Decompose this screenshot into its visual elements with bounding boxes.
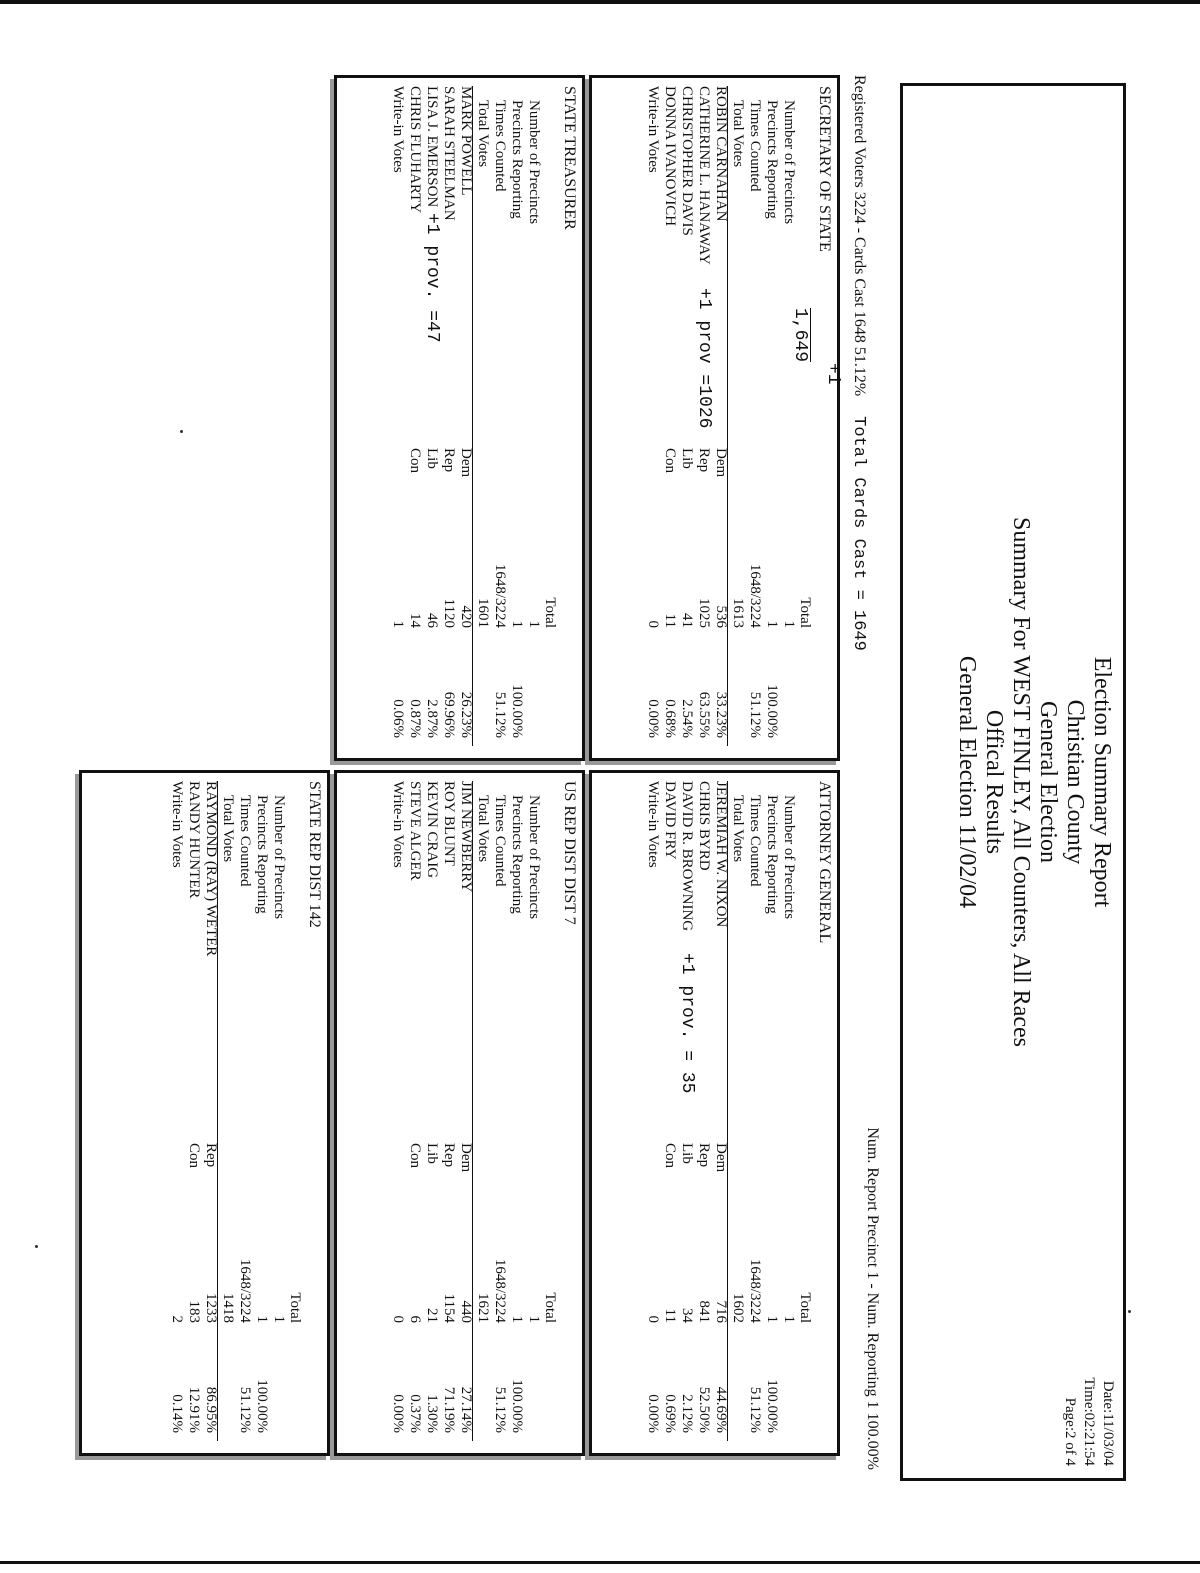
candidate-name: DONNA IVANOVICH — [662, 86, 678, 227]
stat-label: Times Counted — [492, 100, 508, 192]
candidate-votes: 11 — [662, 613, 678, 628]
stat-label: Total Votes — [475, 795, 491, 863]
candidate-party: Rep — [203, 1143, 219, 1168]
candidate-party: Con — [186, 1143, 202, 1169]
candidate-name: STEVE ALGER — [407, 781, 423, 881]
candidate-name: CHRIS BYRD — [696, 781, 712, 871]
stat-label: Times Counted — [492, 795, 508, 887]
candidate-percent: 2.87% — [424, 699, 440, 738]
handwritten-total-cards: Total Cards Cast = 1649 — [849, 416, 868, 651]
stat-percent: 51.12% — [492, 691, 508, 738]
total-column-header: Total — [287, 1292, 303, 1323]
candidate-name: MARK POWELL — [458, 86, 474, 196]
stat-value: 1 — [271, 1315, 287, 1323]
candidate-party: Dem — [713, 448, 729, 478]
stat-percent: 51.12% — [237, 1386, 253, 1433]
stat-label: Number of Precincts — [781, 795, 797, 920]
stat-value: 1 — [781, 620, 797, 628]
stat-value: 1602 — [730, 1293, 746, 1323]
candidate-name: Write-in Votes — [390, 86, 406, 173]
race-title: US REP DIST DIST 7 — [561, 781, 578, 925]
date-time-page-block — [1060, 1377, 1117, 1466]
candidate-party: Dem — [458, 1143, 474, 1173]
candidate-party: Con — [407, 448, 423, 474]
stat-label: Precincts Reporting — [509, 795, 525, 914]
scan-speck — [1128, 1310, 1131, 1313]
candidate-name: DAVID R. BROWNING — [679, 781, 695, 932]
candidate-percent: 0.14% — [169, 1394, 185, 1433]
race-box — [589, 75, 843, 761]
candidate-name: Write-in Votes — [645, 781, 661, 868]
title-line: Christian County — [1062, 699, 1088, 865]
candidate-percent: 0.00% — [645, 699, 661, 738]
title-line: Offical Results — [981, 709, 1007, 855]
race-title: SECRETARY OF STATE — [816, 86, 833, 252]
candidate-votes: 6 — [407, 1315, 423, 1323]
stat-label: Precincts Reporting — [254, 795, 270, 914]
candidate-percent: 26.23% — [458, 691, 474, 738]
candidate-percent: 71.19% — [441, 1386, 457, 1433]
candidate-name: JEREMIAH W. NIXON — [713, 781, 729, 928]
stat-label: Number of Precincts — [271, 795, 287, 920]
stat-label: Total Votes — [220, 795, 236, 863]
stat-label: Times Counted — [237, 795, 253, 887]
race-box — [334, 75, 585, 761]
candidate-percent: 33.23% — [713, 691, 729, 738]
race-title: STATE REP DIST 142 — [306, 781, 323, 928]
stat-label: Precincts Reporting — [764, 795, 780, 914]
candidate-party: Lib — [424, 448, 440, 469]
candidate-percent: 2.12% — [679, 1394, 695, 1433]
stat-value: 1 — [509, 620, 525, 628]
stat-label: Precincts Reporting — [764, 100, 780, 219]
candidate-percent: 0.69% — [662, 1394, 678, 1433]
stat-value: 1648/3224 — [747, 563, 763, 628]
candidate-party: Rep — [441, 1143, 457, 1168]
candidate-name: RAYMOND (RAY) WETER — [203, 781, 219, 957]
candidate-name: ROY BLUNT — [441, 781, 457, 866]
stat-percent: 100.00% — [764, 684, 780, 738]
candidate-votes: 841 — [696, 1300, 712, 1323]
candidate-votes: 536 — [713, 605, 729, 628]
stat-label: Number of Precincts — [781, 100, 797, 225]
candidate-percent: 63.55% — [696, 691, 712, 738]
candidate-votes: 1154 — [441, 1293, 457, 1323]
candidate-percent: 52.50% — [696, 1386, 712, 1433]
handwritten-plus-one: +1 — [823, 363, 843, 385]
stat-label: Precincts Reporting — [509, 100, 525, 219]
candidate-percent: 2.54% — [679, 699, 695, 738]
candidate-name: RANDY HUNTER — [186, 781, 202, 899]
candidate-votes: 1 — [390, 620, 406, 628]
title-line: General Election 11/02/04 — [954, 655, 980, 909]
candidate-percent: 12.91% — [186, 1386, 202, 1433]
candidate-votes: 46 — [424, 613, 440, 628]
report-date: Date:11/03/04 — [1100, 1380, 1116, 1466]
stat-percent: 51.12% — [747, 691, 763, 738]
candidate-name: CHRISTOPHER DAVIS — [679, 86, 695, 236]
candidate-votes: 14 — [407, 613, 423, 628]
candidate-party: Rep — [696, 448, 712, 473]
candidate-percent: 0.87% — [407, 699, 423, 738]
candidate-party: Lib — [679, 1143, 695, 1164]
stat-percent: 100.00% — [254, 1379, 270, 1433]
report-page: Page:2 of 4 — [1062, 1397, 1078, 1466]
candidate-party: Rep — [696, 1143, 712, 1168]
total-column-header: Total — [542, 1292, 558, 1323]
stat-value: 1601 — [475, 598, 491, 628]
candidate-votes: 440 — [458, 1300, 474, 1323]
candidate-votes: 11 — [662, 1308, 678, 1323]
race-box — [334, 770, 585, 1456]
candidate-name: Write-in Votes — [169, 781, 185, 868]
stat-value: 1 — [781, 1315, 797, 1323]
candidate-name: Write-in Votes — [390, 781, 406, 868]
candidate-name: KEVIN CRAIG — [424, 781, 440, 879]
candidate-votes: 716 — [713, 1300, 729, 1323]
title-line: General Election — [1035, 701, 1061, 863]
candidate-percent: 86.95% — [203, 1386, 219, 1433]
race-title: STATE TREASURER — [561, 86, 578, 230]
candidate-name: SARAH STEELMAN — [441, 86, 457, 221]
registered-voters-text: Registered Voters 3224 - Cards Cast 1648 51.12% — [851, 75, 868, 397]
candidate-party: Dem — [713, 1143, 729, 1173]
candidate-party: Con — [662, 1143, 678, 1169]
candidate-votes: 41 — [679, 613, 695, 628]
stat-value: 1 — [764, 1315, 780, 1323]
stat-label: Number of Precincts — [526, 795, 542, 920]
top-border-line — [0, 0, 1200, 4]
candidate-party: Con — [662, 448, 678, 474]
candidate-votes: 21 — [424, 1308, 440, 1323]
candidate-name: CHRIS FLUHARTY — [407, 86, 423, 214]
candidate-name: Write-in Votes — [645, 86, 661, 173]
total-column-header: Total — [542, 597, 558, 628]
stat-value: 1648/3224 — [747, 1258, 763, 1323]
candidate-percent: 0.37% — [407, 1394, 423, 1433]
stat-value: 1 — [254, 1315, 270, 1323]
stat-percent: 100.00% — [509, 1379, 525, 1433]
candidate-votes: 1025 — [696, 598, 712, 628]
candidate-name: CATHERINE L. HANAWAY — [696, 86, 712, 265]
handwritten-prov-note: +1 prov. =47 — [422, 213, 442, 343]
stat-value: 1418 — [220, 1293, 236, 1323]
candidate-percent: 27.14% — [458, 1386, 474, 1433]
stat-label: Total Votes — [730, 795, 746, 863]
candidate-percent: 0.68% — [662, 699, 678, 738]
candidate-votes: 0 — [645, 1315, 661, 1323]
stat-value: 1648/3224 — [492, 1258, 508, 1323]
candidate-party: Rep — [441, 448, 457, 473]
stat-value: 1 — [526, 620, 542, 628]
candidate-percent: 44.69% — [713, 1386, 729, 1433]
stat-label: Times Counted — [747, 100, 763, 192]
stat-value: 1648/3224 — [237, 1258, 253, 1323]
stat-percent: 100.00% — [509, 684, 525, 738]
stat-value: 1613 — [730, 598, 746, 628]
candidate-votes: 1120 — [441, 598, 457, 628]
race-box — [589, 770, 840, 1456]
candidate-votes: 0 — [645, 620, 661, 628]
handwritten-cards-count: 1,649 — [790, 308, 810, 363]
candidate-party: Dem — [458, 448, 474, 478]
stat-label: Number of Precincts — [526, 100, 542, 225]
stat-value: 1 — [509, 1315, 525, 1323]
stat-value: 1621 — [475, 1293, 491, 1323]
report-time: Time:02:21:54 — [1081, 1377, 1097, 1466]
candidate-percent: 69.96% — [441, 691, 457, 738]
candidate-votes: 0 — [390, 1315, 406, 1323]
candidate-percent: 0.06% — [390, 699, 406, 738]
race-box — [79, 770, 330, 1456]
title-line: Election Summary Report — [1089, 656, 1115, 908]
rotated-report-page — [130, 75, 1130, 1560]
total-column-header: Total — [797, 1292, 813, 1323]
candidate-party: Lib — [679, 448, 695, 469]
scan-speck — [180, 430, 183, 433]
stat-percent: 51.12% — [747, 1386, 763, 1433]
candidate-votes: 2 — [169, 1315, 185, 1323]
handwritten-prov-note: +1 prov =1026 — [694, 288, 714, 429]
stat-value: 1 — [764, 620, 780, 628]
stat-value: 1 — [526, 1315, 542, 1323]
handwritten-prov-note: +1 prov. = 35 — [677, 953, 697, 1094]
title-line: Summary For WEST FINLEY, All Counters, All Races — [1008, 516, 1034, 1047]
report-title-block — [953, 86, 1115, 1478]
num-report-line: Num. Report Precinct 1 - Num. Reporting 1 100.00% — [864, 1127, 881, 1470]
candidate-percent: 1.30% — [424, 1394, 440, 1433]
candidate-votes: 1233 — [203, 1293, 219, 1323]
candidate-name: LISA J. EMERSON — [424, 86, 440, 208]
stat-value: 1648/3224 — [492, 563, 508, 628]
stat-label: Total Votes — [475, 100, 491, 168]
candidate-name: JIM NEWBERRY — [458, 781, 474, 893]
registered-voters-line — [849, 75, 868, 651]
candidate-party: Con — [407, 1143, 423, 1169]
total-column-header: Total — [797, 597, 813, 628]
candidate-percent: 0.00% — [390, 1394, 406, 1433]
stat-label: Times Counted — [747, 795, 763, 887]
race-title: ATTORNEY GENERAL — [816, 781, 833, 944]
candidate-name: ROBIN CARNAHAN — [713, 86, 729, 222]
stat-percent: 100.00% — [764, 1379, 780, 1433]
stat-percent: 51.12% — [492, 1386, 508, 1433]
report-header — [864, 83, 1126, 1481]
candidate-percent: 0.00% — [645, 1394, 661, 1433]
candidate-name: DAVID FRY — [662, 781, 678, 860]
bottom-border-line — [0, 1561, 1200, 1564]
stat-label: Total Votes — [730, 100, 746, 168]
candidate-votes: 183 — [186, 1300, 202, 1323]
candidate-votes: 420 — [458, 605, 474, 628]
candidate-party: Lib — [424, 1143, 440, 1164]
scan-speck — [35, 1245, 38, 1248]
candidate-votes: 34 — [679, 1308, 695, 1323]
